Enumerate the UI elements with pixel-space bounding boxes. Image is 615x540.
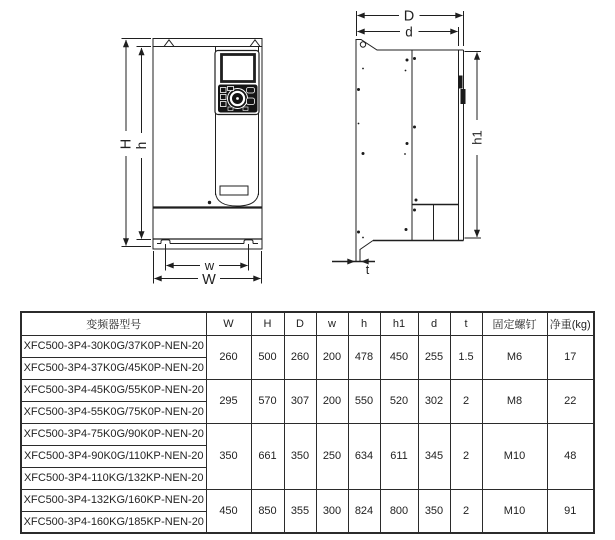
dim-label-h1: h1 bbox=[469, 130, 485, 145]
table-row bbox=[21, 489, 594, 511]
keypad-display bbox=[222, 55, 255, 82]
screw-holes bbox=[357, 57, 418, 238]
keypad-button bbox=[221, 88, 227, 93]
value-cell-h1: 611 bbox=[380, 423, 418, 489]
header-screw: 固定螺钉 bbox=[482, 312, 547, 335]
table-row bbox=[21, 335, 594, 357]
hanging-hole bbox=[360, 42, 365, 47]
value-cell-d: 302 bbox=[418, 379, 450, 423]
table-row bbox=[21, 423, 594, 445]
model-cell: XFC500-3P4-30K0G/37K0P-NEN-20 bbox=[21, 335, 206, 357]
value-cell-d: 255 bbox=[418, 335, 450, 379]
keypad-panel bbox=[215, 51, 259, 115]
header-model: 变频器型号 bbox=[21, 312, 206, 335]
dim-label-h: h bbox=[134, 141, 149, 150]
value-cell-h: 478 bbox=[348, 335, 380, 379]
header-w: w bbox=[316, 312, 348, 335]
value-cell-h: 634 bbox=[348, 423, 380, 489]
base-notch bbox=[161, 240, 170, 244]
value-cell-D: 260 bbox=[284, 335, 316, 379]
keypad-knob-center bbox=[236, 97, 239, 100]
value-cell-h1: 520 bbox=[380, 379, 418, 423]
header-h: h bbox=[348, 312, 380, 335]
header-d: d bbox=[418, 312, 450, 335]
model-cell: XFC500-3P4-90K0G/110KP-NEN-20 bbox=[21, 445, 206, 467]
header-t: t bbox=[450, 312, 482, 335]
keypad-button bbox=[221, 95, 227, 100]
value-cell-D: 307 bbox=[284, 379, 316, 423]
value-cell-H: 661 bbox=[251, 423, 284, 489]
dim-label-w: w bbox=[204, 258, 215, 273]
value-cell-W: 260 bbox=[206, 335, 251, 379]
mounting-foot bbox=[356, 241, 373, 262]
models-table bbox=[20, 311, 595, 534]
value-cell-w: 200 bbox=[316, 335, 348, 379]
side-view-diagram bbox=[332, 8, 481, 262]
side-outline-top bbox=[356, 40, 464, 251]
value-cell-D: 350 bbox=[284, 423, 316, 489]
header-weight: 净重(kg) bbox=[547, 312, 594, 335]
cover-latch bbox=[459, 76, 463, 89]
value-cell-t: 2 bbox=[450, 423, 482, 489]
value-cell-W: 450 bbox=[206, 489, 251, 533]
header-D: D bbox=[284, 312, 316, 335]
keypad-button bbox=[228, 87, 234, 91]
keypad-button bbox=[247, 88, 255, 94]
model-cell: XFC500-3P4-45K0G/55K0P-NEN-20 bbox=[21, 379, 206, 401]
model-cell: XFC500-3P4-55K0G/75K0P-NEN-20 bbox=[21, 401, 206, 423]
value-cell-d: 350 bbox=[418, 489, 450, 533]
model-cell: XFC500-3P4-37K0G/45K0P-NEN-20 bbox=[21, 357, 206, 379]
keypad-button bbox=[247, 98, 255, 105]
table-row bbox=[21, 379, 594, 401]
value-cell-H: 500 bbox=[251, 335, 284, 379]
value-cell-t: 1.5 bbox=[450, 335, 482, 379]
value-cell-H: 850 bbox=[251, 489, 284, 533]
nameplate-label bbox=[220, 186, 248, 195]
dim-label-t: t bbox=[365, 263, 370, 277]
keypad-button bbox=[243, 107, 248, 111]
base-notch bbox=[244, 240, 253, 244]
header-h1: h1 bbox=[380, 312, 418, 335]
header-H: H bbox=[251, 312, 284, 335]
value-cell-weight: 22 bbox=[547, 379, 594, 423]
dim-label-d: d bbox=[405, 24, 413, 40]
value-cell-screw: M10 bbox=[482, 489, 547, 533]
value-cell-weight: 17 bbox=[547, 335, 594, 379]
value-cell-screw: M6 bbox=[482, 335, 547, 379]
table-header-row bbox=[21, 312, 594, 335]
dim-label-D: D bbox=[403, 8, 415, 25]
front-view-diagram bbox=[122, 39, 263, 284]
value-cell-d: 345 bbox=[418, 423, 450, 489]
dim-label-H: H bbox=[118, 138, 135, 150]
keypad-button bbox=[221, 102, 227, 107]
mounting-slot bbox=[250, 40, 260, 47]
value-cell-w: 200 bbox=[316, 379, 348, 423]
value-cell-weight: 48 bbox=[547, 423, 594, 489]
value-cell-h: 550 bbox=[348, 379, 380, 423]
value-cell-h1: 800 bbox=[380, 489, 418, 533]
value-cell-t: 2 bbox=[450, 379, 482, 423]
value-cell-screw: M8 bbox=[482, 379, 547, 423]
screw-hole bbox=[208, 201, 211, 204]
value-cell-h: 824 bbox=[348, 489, 380, 533]
cover-latch bbox=[461, 89, 466, 104]
dim-label-W: W bbox=[202, 272, 216, 288]
keypad-button bbox=[228, 107, 233, 111]
value-cell-D: 355 bbox=[284, 489, 316, 533]
value-cell-w: 300 bbox=[316, 489, 348, 533]
value-cell-h1: 450 bbox=[380, 335, 418, 379]
value-cell-W: 350 bbox=[206, 423, 251, 489]
spec-table-container bbox=[20, 311, 595, 534]
value-cell-w: 250 bbox=[316, 423, 348, 489]
value-cell-W: 295 bbox=[206, 379, 251, 423]
model-cell: XFC500-3P4-110KG/132KP-NEN-20 bbox=[21, 467, 206, 489]
value-cell-t: 2 bbox=[450, 489, 482, 533]
mounting-slot bbox=[164, 40, 174, 47]
model-cell: XFC500-3P4-160KG/185KP-NEN-20 bbox=[21, 511, 206, 533]
value-cell-H: 570 bbox=[251, 379, 284, 423]
model-cell: XFC500-3P4-75K0G/90K0P-NEN-20 bbox=[21, 423, 206, 445]
header-W: W bbox=[206, 312, 251, 335]
model-cell: XFC500-3P4-132KG/160KP-NEN-20 bbox=[21, 489, 206, 511]
value-cell-weight: 91 bbox=[547, 489, 594, 533]
value-cell-screw: M10 bbox=[482, 423, 547, 489]
